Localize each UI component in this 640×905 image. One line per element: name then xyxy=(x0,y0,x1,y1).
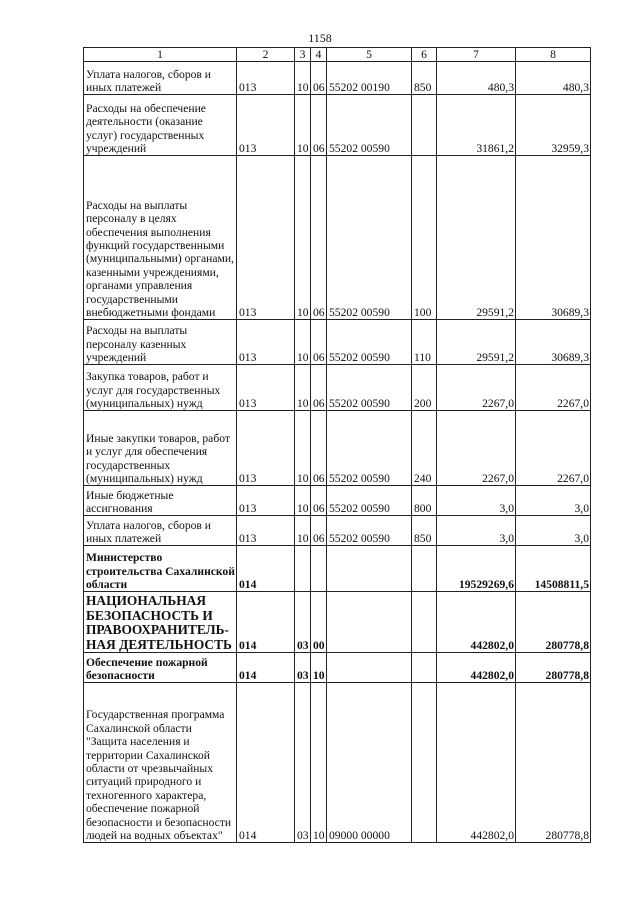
cell-ministry-code: 014 xyxy=(237,683,295,843)
cell-target-article: 55202 00590 xyxy=(327,320,412,365)
header-cell: 8 xyxy=(516,48,591,62)
row-name: Министерство строительства Сахалинской области xyxy=(84,546,237,592)
cell-target-article: 55202 00590 xyxy=(327,411,412,486)
cell-expense-type xyxy=(412,546,437,592)
cell-section: 10 xyxy=(295,486,311,516)
cell-amount-1: 31861,2 xyxy=(437,95,516,156)
cell-section: 03 xyxy=(295,653,311,683)
cell-amount-1: 3,0 xyxy=(437,486,516,516)
cell-subsection: 06 xyxy=(311,365,327,411)
cell-amount-1: 2267,0 xyxy=(437,365,516,411)
cell-target-article: 55202 00590 xyxy=(327,95,412,156)
cell-subsection: 06 xyxy=(311,320,327,365)
cell-amount-2: 3,0 xyxy=(516,516,591,546)
cell-subsection: 06 xyxy=(311,62,327,95)
cell-subsection: 06 xyxy=(311,486,327,516)
cell-ministry-code: 014 xyxy=(237,546,295,592)
cell-ministry-code: 013 xyxy=(237,156,295,320)
header-cell: 5 xyxy=(327,48,412,62)
cell-subsection: 06 xyxy=(311,516,327,546)
cell-target-article xyxy=(327,653,412,683)
row-name: НАЦИОНАЛЬНАЯ БЕЗОПАСНОСТЬ И ПРАВООХРАНИТЕЛЬ-НАЯ ДЕЯТЕЛЬНОСТЬ xyxy=(84,592,237,653)
cell-target-article: 55202 00590 xyxy=(327,156,412,320)
table-row xyxy=(84,683,591,843)
cell-amount-2: 30689,3 xyxy=(516,156,591,320)
cell-ministry-code: 013 xyxy=(237,365,295,411)
table-row xyxy=(84,653,591,683)
row-name: Иные бюджетные ассигнования xyxy=(84,486,237,516)
table-row xyxy=(84,411,591,486)
cell-section: 03 xyxy=(295,592,311,653)
row-name: Государственная программа Сахалинской области "Защита населения и территории Сахалинской области от чрезвычайных ситуаций природного и техногенного характера, обеспечение пожарной безопасности и безопасности людей на водных объектах" xyxy=(84,683,237,843)
cell-section: 03 xyxy=(295,683,311,843)
cell-amount-1: 29591,2 xyxy=(437,156,516,320)
cell-amount-2: 280778,8 xyxy=(516,592,591,653)
cell-expense-type: 850 xyxy=(412,62,437,95)
cell-subsection: 10 xyxy=(311,683,327,843)
cell-target-article: 55202 00590 xyxy=(327,516,412,546)
cell-amount-2: 2267,0 xyxy=(516,365,591,411)
cell-section: 10 xyxy=(295,516,311,546)
cell-expense-type: 850 xyxy=(412,516,437,546)
cell-amount-1: 3,0 xyxy=(437,516,516,546)
cell-amount-1: 2267,0 xyxy=(437,411,516,486)
cell-amount-2: 30689,3 xyxy=(516,320,591,365)
row-name: Уплата налогов, сборов и иных платежей xyxy=(84,62,237,95)
header-cell: 1 xyxy=(84,48,237,62)
cell-expense-type xyxy=(412,592,437,653)
cell-target-article: 55202 00190 xyxy=(327,62,412,95)
cell-amount-2: 2267,0 xyxy=(516,411,591,486)
table-row xyxy=(84,516,591,546)
header-cell: 6 xyxy=(412,48,437,62)
header-cell: 4 xyxy=(311,48,327,62)
cell-ministry-code: 013 xyxy=(237,516,295,546)
cell-amount-2: 32959,3 xyxy=(516,95,591,156)
cell-amount-2: 3,0 xyxy=(516,486,591,516)
table-row xyxy=(84,365,591,411)
cell-amount-1: 442802,0 xyxy=(437,653,516,683)
row-name: Обеспечение пожарной безопасности xyxy=(84,653,237,683)
cell-expense-type: 100 xyxy=(412,156,437,320)
cell-ministry-code: 013 xyxy=(237,62,295,95)
cell-amount-2: 14508811,5 xyxy=(516,546,591,592)
cell-ministry-code: 014 xyxy=(237,592,295,653)
row-name: Иные закупки товаров, работ и услуг для обеспечения государственных (муниципальных) нужд xyxy=(84,411,237,486)
cell-section: 10 xyxy=(295,62,311,95)
cell-section: 10 xyxy=(295,365,311,411)
table-row xyxy=(84,156,591,320)
cell-subsection: 00 xyxy=(311,592,327,653)
cell-amount-1: 442802,0 xyxy=(437,592,516,653)
cell-subsection: 06 xyxy=(311,156,327,320)
cell-amount-2: 280778,8 xyxy=(516,683,591,843)
row-name: Уплата налогов, сборов и иных платежей xyxy=(84,516,237,546)
cell-target-article: 55202 00590 xyxy=(327,365,412,411)
cell-expense-type xyxy=(412,653,437,683)
cell-target-article: 09000 00000 xyxy=(327,683,412,843)
cell-target-article xyxy=(327,546,412,592)
cell-expense-type: 240 xyxy=(412,411,437,486)
cell-target-article xyxy=(327,592,412,653)
table-row xyxy=(84,546,591,592)
table-row xyxy=(84,486,591,516)
cell-expense-type xyxy=(412,683,437,843)
cell-section: 10 xyxy=(295,411,311,486)
cell-subsection: 06 xyxy=(311,95,327,156)
row-name: Расходы на выплаты персоналу казенных учреждений xyxy=(84,320,237,365)
cell-expense-type: 110 xyxy=(412,320,437,365)
cell-section xyxy=(295,546,311,592)
budget-table xyxy=(83,47,591,843)
cell-ministry-code: 013 xyxy=(237,95,295,156)
cell-amount-2: 280778,8 xyxy=(516,653,591,683)
cell-section: 10 xyxy=(295,95,311,156)
header-row xyxy=(84,48,591,62)
cell-subsection: 06 xyxy=(311,411,327,486)
cell-expense-type: 200 xyxy=(412,365,437,411)
cell-ministry-code: 013 xyxy=(237,411,295,486)
header-cell: 2 xyxy=(237,48,295,62)
table-row xyxy=(84,62,591,95)
table-row xyxy=(84,320,591,365)
cell-section: 10 xyxy=(295,156,311,320)
cell-amount-2: 480,3 xyxy=(516,62,591,95)
row-name: Расходы на выплаты персоналу в целях обеспечения выполнения функций государственными (муниципальными) органами, казенными учреждениями, органами управления государственными внебюджетными фондами xyxy=(84,156,237,320)
cell-expense-type xyxy=(412,95,437,156)
cell-subsection xyxy=(311,546,327,592)
cell-ministry-code: 013 xyxy=(237,486,295,516)
page-number: 1158 xyxy=(308,31,332,45)
header-cell: 3 xyxy=(295,48,311,62)
cell-subsection: 10 xyxy=(311,653,327,683)
cell-amount-1: 442802,0 xyxy=(437,683,516,843)
cell-target-article: 55202 00590 xyxy=(327,486,412,516)
table-row xyxy=(84,592,591,653)
cell-ministry-code: 013 xyxy=(237,320,295,365)
row-name: Закупка товаров, работ и услуг для государственных (муниципальных) нужд xyxy=(84,365,237,411)
cell-section: 10 xyxy=(295,320,311,365)
cell-amount-1: 29591,2 xyxy=(437,320,516,365)
header-cell: 7 xyxy=(437,48,516,62)
cell-ministry-code: 014 xyxy=(237,653,295,683)
cell-expense-type: 800 xyxy=(412,486,437,516)
cell-amount-1: 480,3 xyxy=(437,62,516,95)
row-name: Расходы на обеспечение деятельности (оказание услуг) государственных учреждений xyxy=(84,95,237,156)
cell-amount-1: 19529269,6 xyxy=(437,546,516,592)
table-row xyxy=(84,95,591,156)
